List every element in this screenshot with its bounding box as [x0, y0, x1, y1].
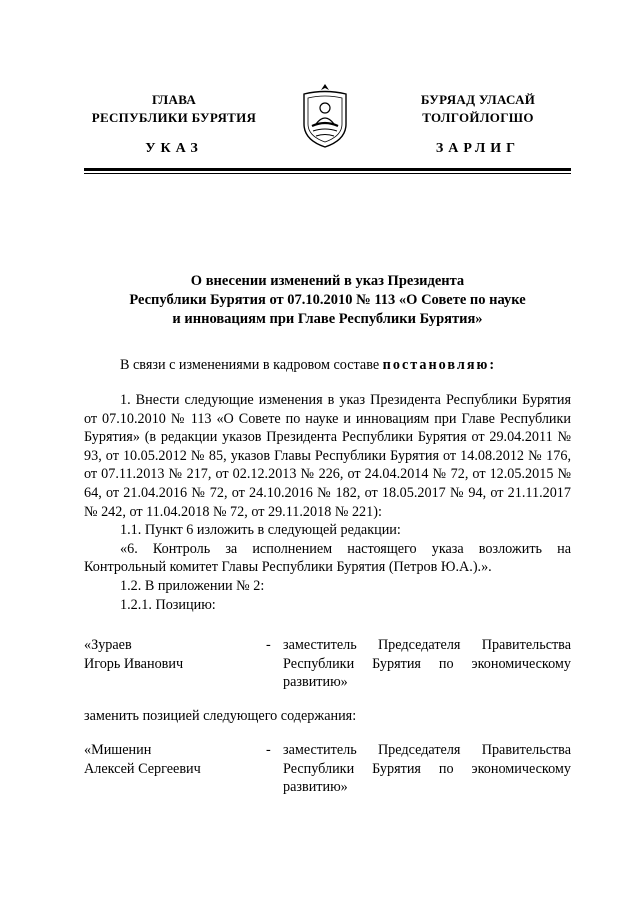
old-name-line1: «Зураев	[84, 637, 132, 653]
header-right-line1: БУРЯАД УЛАСАЙ	[420, 92, 536, 107]
header-left-line1: ГЛАВА	[151, 92, 197, 107]
new-position-dash: -	[266, 742, 271, 758]
new-position-entry	[84, 741, 571, 801]
title-line2: Республики Бурятия от 07.10.2010 № 113 «О Совете по науке	[129, 292, 526, 308]
header-rule-thick	[84, 168, 571, 171]
title-line3: и инновациям при Главе Республики Бурятия»	[172, 311, 483, 327]
paragraph-1-2: 1.2. В приложении № 2:	[120, 577, 265, 594]
header-right-line2: ТОЛГОЙЛОГШО	[422, 110, 534, 125]
new-name-line1: «Мишенин	[84, 742, 152, 758]
document-title	[84, 272, 571, 329]
paragraph-1-1: 1.1. Пункт 6 изложить в следующей редакции:	[120, 522, 401, 539]
replace-instruction	[84, 707, 571, 726]
header-rule-thin	[84, 173, 571, 174]
body-paragraphs	[84, 391, 571, 614]
new-position-name	[84, 741, 264, 778]
intro-text: В связи с изменениями в кадровом составе	[120, 357, 383, 373]
coat-of-arms-emblem	[298, 80, 352, 150]
paragraph-1: 1. Внести следующие изменения в указ Президента Республики Бурятия от 07.10.2010 № 113 «О Совете по науке и инновациям при Главе Республики Бурятия» (в редакции указов Президента Республики Бурятия от 29.04.2011 № 93, от 10.05.2012 № 85, указов Главы Республики Бурятия от 14.08.2012 № 176, от 07.11.2013 № 217, от 02.12.2013 № 226, от 24.04.2014 № 72, от 12.05.2015 № 64, от 21.04.2016 № 72, от 24.10.2016 № 182, от 18.05.2017 № 94, от 21.11.2017 № 242, от 11.04.2018 № 72, от 29.11.2018 № 221):	[84, 392, 571, 520]
old-position-role: заместитель Председателя Правительства Республики Бурятия по экономическому развитию»	[283, 637, 571, 691]
intro-line	[84, 356, 571, 375]
header-left	[84, 91, 264, 127]
replace-text: заменить позицией следующего содержания:	[84, 708, 357, 724]
title-line1: О внесении изменений в указ Президента	[190, 273, 465, 289]
paragraph-1-1-text: «6. Контроль за исполнением настоящего указа возложить на Контрольный комитет Главы Республики Бурятия (Петров Ю.А.).».	[84, 540, 571, 576]
old-position-dash: -	[266, 637, 271, 653]
old-position-name	[84, 636, 264, 673]
old-position-entry	[84, 636, 571, 696]
new-position-role: заместитель Председателя Правительства Республики Бурятия по экономическому развитию»	[283, 742, 571, 796]
header-left-doc-type: УКАЗ	[145, 141, 203, 156]
header-right-doc-type: ЗАРЛИГ	[435, 141, 521, 156]
old-name-line2: Игорь Иванович	[84, 655, 184, 672]
paragraph-1-2-1: 1.2.1. Позицию:	[120, 596, 216, 613]
new-name-line2: Алексей Сергеевич	[84, 760, 201, 777]
header-right	[388, 91, 568, 127]
header-left-line2: РЕСПУБЛИКИ БУРЯТИЯ	[91, 110, 257, 125]
decree-word: постановляю:	[382, 357, 497, 373]
